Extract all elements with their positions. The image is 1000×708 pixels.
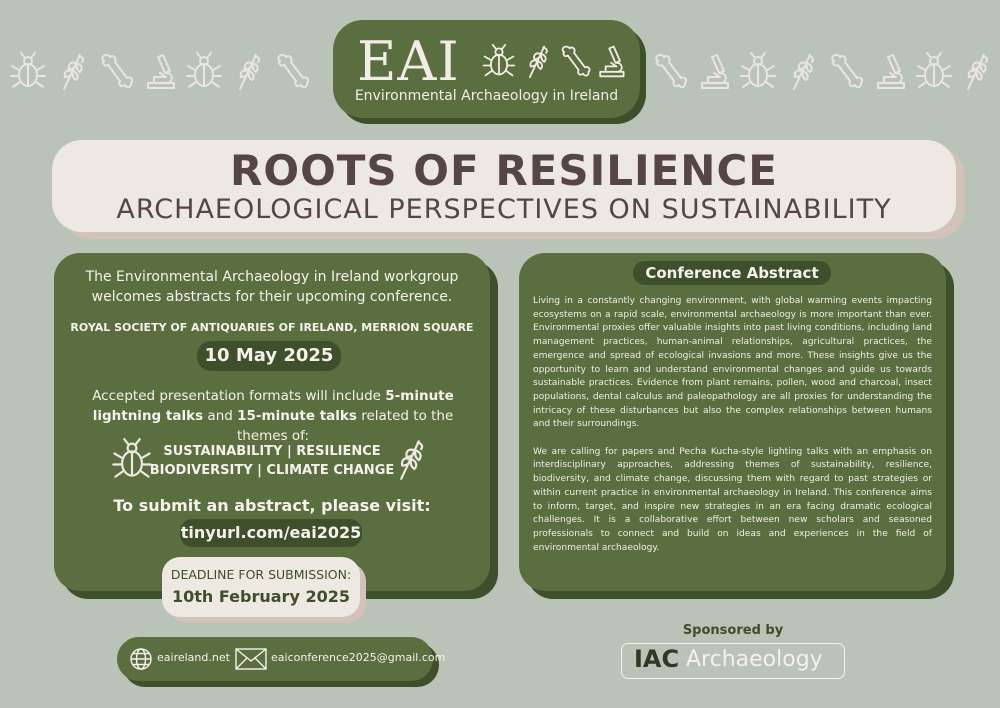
- sponsor-logo-archaeology: Archaeology: [686, 647, 823, 672]
- formats-long: 15-minute talks: [237, 408, 357, 424]
- wheat-icon: [519, 38, 555, 84]
- wheat-icon: [388, 433, 432, 485]
- page-title: ROOTS OF RESILIENCE: [230, 146, 778, 195]
- page-subtitle: ARCHAEOLOGICAL PERSPECTIVES ON SUSTAINABILITY: [116, 194, 892, 225]
- abstract-heading: Conference Abstract: [633, 261, 831, 285]
- title-banner: [52, 140, 956, 232]
- submission-link[interactable]: tinyurl.com/eai2025: [180, 519, 362, 547]
- themes-line-1: SUSTAINABILITY | RESILIENCE: [163, 444, 381, 459]
- wheat-icon: [52, 48, 92, 94]
- globe-icon: [129, 647, 153, 671]
- microscope-icon: [870, 48, 910, 94]
- sponsored-label: Sponsored by: [682, 623, 784, 638]
- deadline-box: [162, 557, 360, 617]
- wheat-icon: [228, 48, 268, 94]
- abstract-text: [533, 295, 932, 569]
- deadline-label: DEADLINE FOR SUBMISSION:: [170, 567, 352, 582]
- beetle-icon: [738, 48, 778, 94]
- eai-logo: [333, 20, 640, 118]
- abstract-paragraph-1: Living in a constantly changing environment, with global warming events impacting ecosystems on a rapid scale, environmental archaeology is more important than ever. Environmental proxies offer valuable insights into past living conditions, including land management practices, human-animal relationships, agricultural practices, the emergence and spread of ecological invasions and more. These insights give us the opportunity to learn and understand environmental changes and guide us towards sustainable practices. Evidence from plant remains, pollen, wood and charcoal, insect populations, dental calculus and paleopathology are all proxies for understanding the intricacy of these disturbances but also the complex relationships between humans and their surroundings.: [533, 296, 932, 430]
- microscope-icon: [593, 38, 629, 84]
- wheat-icon: [956, 48, 996, 94]
- logo-icons: [481, 38, 631, 84]
- sponsor-logo-iac: IAC: [634, 645, 680, 673]
- bone-icon: [557, 38, 593, 84]
- contact-bar: [117, 637, 446, 681]
- bone-icon: [650, 48, 690, 94]
- beetle-icon: [184, 48, 224, 94]
- microscope-icon: [140, 48, 180, 94]
- bone-icon: [96, 48, 136, 94]
- wheat-icon: [782, 48, 822, 94]
- formats-post: related to the themes of:: [236, 408, 454, 444]
- deadline-date: 10th February 2025: [172, 587, 350, 606]
- logo-name: Environmental Archaeology in Ireland: [354, 88, 619, 104]
- email-link[interactable]: eaiconference2025@gmail.com: [271, 651, 446, 664]
- themes-line-2: BIODIVERSITY | CLIMATE CHANGE: [149, 463, 395, 478]
- formats-mid: and: [203, 408, 238, 424]
- abstract-paragraph-2: We are calling for papers and Pecha Kucha-style lighting talks with an emphasis on interdisciplinary approaches, addressing themes of sustainability, resilience, biodiversity, and climate change, discussing them with regard to past strategies or within current practice in environmental archaeology in Ireland. This conference aims to inform, target, and inspire new strategies in an era facing dramatic ecological challenges. It is a collaborative effort between new scholars and seasoned professionals to connect and build on ideas and experiences in the field of environmental archaeology.: [533, 446, 932, 553]
- mail-icon: [235, 648, 267, 670]
- beetle-icon: [914, 48, 954, 94]
- abstract-card: [519, 253, 946, 591]
- conference-date: 10 May 2025: [197, 341, 341, 371]
- website-link[interactable]: eaireland.net: [157, 651, 230, 664]
- bone-icon: [826, 48, 866, 94]
- formats-lightning: 5-minute lightning talks: [92, 388, 454, 424]
- intro-text: The Environmental Archaeology in Ireland workgroup welcomes abstracts for their upcoming conference.: [85, 269, 459, 305]
- microscope-icon: [694, 48, 734, 94]
- logo-acronym: EAI: [357, 30, 460, 93]
- submit-label: To submit an abstract, please visit:: [113, 496, 431, 515]
- formats-pre: Accepted presentation formats will include: [92, 388, 386, 404]
- beetle-icon: [481, 38, 517, 84]
- bone-icon: [272, 48, 312, 94]
- beetle-icon: [8, 48, 48, 94]
- venue: ROYAL SOCIETY OF ANTIQUARIES OF IRELAND, MERRION SQUARE: [70, 321, 474, 334]
- sponsor-logo: [621, 643, 845, 679]
- call-for-abstracts-card: [54, 253, 490, 591]
